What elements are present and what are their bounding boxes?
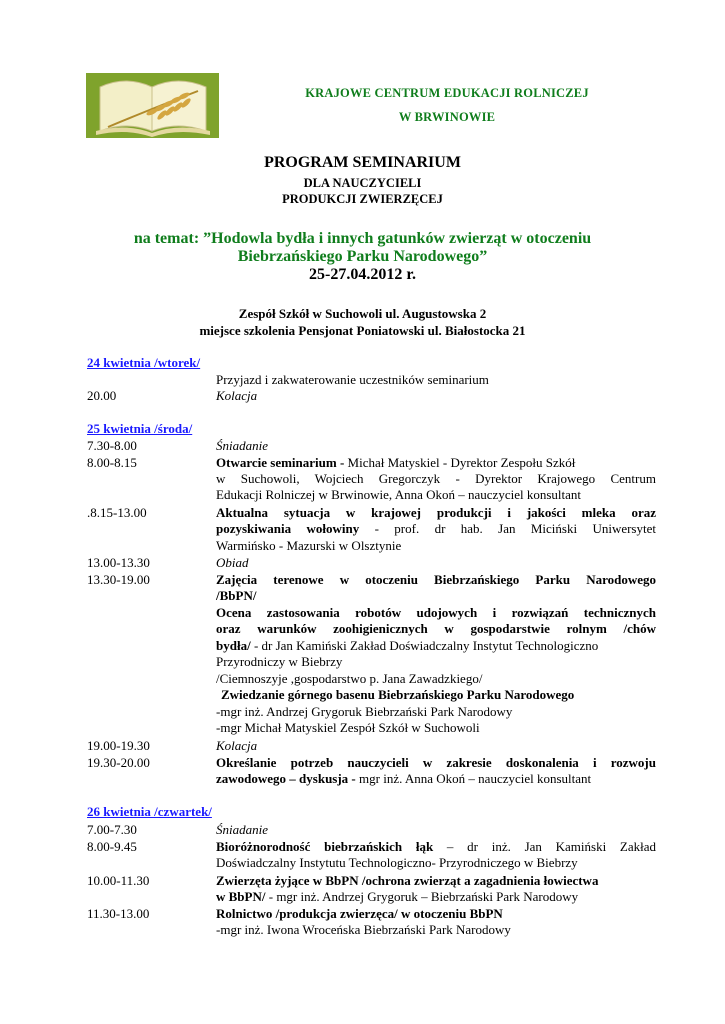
schedule-item-cont: w Suchowoli, Wojciech Gregorczyk - Dyrektor Krajowego Centrum <box>216 471 656 486</box>
seminar-dates: 25-27.04.2012 r. <box>309 266 416 283</box>
schedule-item-cont: oraz warunków zoohigienicznych w gospodarstwie rolnym /chów <box>216 621 656 636</box>
schedule-item: Określanie potrzeb nauczycieli w zakresie doskonalenia i rozwoju <box>216 755 656 770</box>
schedule-item-cont: -mgr inż. Iwona Wroceńska Biebrzański Park Narodowy <box>216 922 511 937</box>
schedule-item: Zwierzęta żyjące w BbPN /ochrona zwierząt a zagadnienia łowiectwa <box>216 873 599 888</box>
organization-name: KRAJOWE CENTRUM EDUKACJI ROLNICZEJ <box>305 86 589 100</box>
schedule-item-cont: -mgr Michał Matyskiel Zespół Szkół w Suchowoli <box>216 720 480 735</box>
schedule-time: 20.00 <box>87 388 117 403</box>
schedule-item-cont: Przyrodniczy w Biebrzy <box>216 654 343 669</box>
schedule-item-cont: zawodowego – dyskusja - mgr inż. Anna Okoń – nauczyciel konsultant <box>216 771 592 786</box>
schedule-item-cont: Doświadczalny Instytutu Technologiczno- Przyrodniczego w Biebrzy <box>216 855 578 870</box>
book-wheat-logo-icon <box>86 73 219 138</box>
schedule-time: 8.00-9.45 <box>87 839 137 854</box>
schedule-item: Rolnictwo /produkcja zwierzęca/ w otoczeniu BbPN <box>216 906 503 921</box>
schedule-time: 8.00-8.15 <box>87 455 137 470</box>
schedule-item-cont: /Ciemnoszyje ,gospodarstwo p. Jana Zawadzkiego/ <box>216 671 483 686</box>
schedule-item: Śniadanie <box>216 438 268 453</box>
schedule-item-cont: Ocena zastosowania robotów udojowych i rozwiązań technicznych <box>216 605 656 620</box>
subtitle-line-1: DLA NAUCZYCIELI <box>303 176 422 190</box>
schedule-item-cont: Warmińsko - Mazurski w Olsztynie <box>216 538 402 553</box>
schedule-item-cont: w BbPN/ - mgr inż. Andrzej Grygoruk – Biebrzański Park Narodowy <box>216 889 579 904</box>
organization-location: W BRWINOWIE <box>398 110 496 124</box>
schedule-time: 7.00-7.30 <box>87 822 137 837</box>
schedule-item-cont: pozyskiwania wołowiny - prof. dr hab. Jan Miciński Uniwersytet <box>216 521 656 536</box>
schedule-item-cont: /BbPN/ <box>216 588 257 603</box>
schedule-item: Aktualna sytuacja w krajowej produkcji i jakości mleka oraz <box>216 505 656 520</box>
schedule-time: 10.00-11.30 <box>87 873 150 888</box>
schedule-time: 19.00-19.30 <box>87 738 150 753</box>
schedule-item: Bioróżnorodność biebrzańskich łąk – dr inż. Jan Kamiński Zakład <box>216 839 657 854</box>
day-heading-25-april: 25 kwietnia /środa/ <box>87 421 193 436</box>
topic-line-1: na temat: ”Hodowla bydła i innych gatunków zwierząt w otoczeniu <box>133 230 592 247</box>
schedule-time: 7.30-8.00 <box>87 438 137 453</box>
schedule-item: Przyjazd i zakwaterowanie uczestników seminarium <box>216 372 489 387</box>
schedule-item: Otwarcie seminarium - Michał Matyskiel - Dyrektor Zespołu Szkół <box>216 455 576 470</box>
schedule-item: Kolacja <box>216 738 258 753</box>
schedule-item: Śniadanie <box>216 822 268 837</box>
schedule-time: 13.00-13.30 <box>87 555 150 570</box>
schedule-item: Kolacja <box>216 388 258 403</box>
schedule-time: 13.30-19.00 <box>87 572 150 587</box>
page-title: PROGRAM SEMINARIUM <box>264 154 461 171</box>
schedule-item-cont: bydła/ - dr Jan Kamiński Zakład Doświadczalny Instytut Technologiczno <box>216 638 599 653</box>
day-heading-24-april: 24 kwietnia /wtorek/ <box>87 355 201 370</box>
schedule-item-cont: Edukacji Rolniczej w Brwinowie, Anna Okoń – nauczyciel konsultant <box>216 487 581 502</box>
venue-line-2: miejsce szkolenia Pensjonat Poniatowski ul. Białostocka 21 <box>199 323 526 338</box>
schedule-time: .8.15-13.00 <box>87 505 147 520</box>
subtitle-line-2: PRODUKCJI ZWIERZĘCEJ <box>282 192 443 206</box>
schedule-time: 19.30-20.00 <box>87 755 150 770</box>
topic-line-2: Biebrzańskiego Parku Narodowego” <box>237 248 488 265</box>
venue-line-1: Zespół Szkół w Suchowoli ul. Augustowska 2 <box>238 306 487 321</box>
day-heading-26-april: 26 kwietnia /czwartek/ <box>87 804 212 819</box>
schedule-time: 11.30-13.00 <box>87 906 150 921</box>
schedule-item: Obiad <box>216 555 249 570</box>
schedule-item-cont: -mgr inż. Andrzej Grygoruk Biebrzański Park Narodowy <box>216 704 513 719</box>
schedule-item-cont: Zwiedzanie górnego basenu Biebrzańskiego Parku Narodowego <box>221 687 575 702</box>
schedule-item: Zajęcia terenowe w otoczeniu Biebrzańskiego Parku Narodowego <box>216 572 656 587</box>
